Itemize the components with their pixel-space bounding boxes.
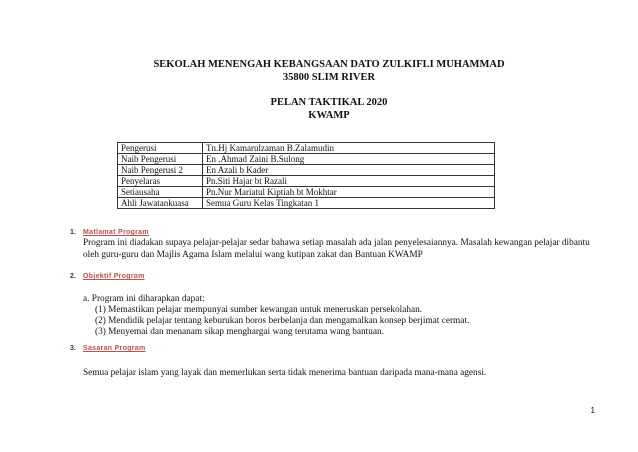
table-row [118,165,495,176]
role-cell: Ahli Jawatankuasa [118,198,203,209]
section-number: 2. [70,273,76,280]
role-cell: Penyelaras [118,176,203,187]
committee-table [117,142,495,209]
section-number: 1. [70,229,76,236]
name-cell: Semua Guru Kelas Tingkatan 1 [203,198,495,209]
section-text-line: (3) Menyemai dan menanam sikap menghargai wang terutama wang bantuan. [95,327,384,337]
section-number: 3. [70,345,76,352]
name-cell: En Azali b Kader [203,165,495,176]
section-text-line: a. Program ini diharapkan dapat: [83,294,205,304]
role-cell: Naib Pengerusi [118,154,203,165]
section-heading-objektif [70,273,145,280]
section-text-line: Program ini diadakan supaya pelajar-pelajar sedar bahawa setiap masalah ada jalan penyelesaiannya. Masalah kewangan pelajar dibantu [83,238,590,248]
section-text-line: oleh guru-guru dan Majlis Agama Islam melalui wang kutipan zakat dan Bantuan KWAMP [83,250,423,260]
table-row [118,143,495,154]
name-cell: Pn.Siti Hajar bt Razali [203,176,495,187]
page-number: 1 [590,406,595,415]
section-heading-sasaran [70,345,145,352]
table-row [118,187,495,198]
name-cell: En .Ahmad Zaini B.Sulong [203,154,495,165]
section-title: Matlamat Program [83,229,149,236]
section-text-line: (1) Memastikan pelajar mempunyai sumber kewangan untuk meneruskan persekolahan. [95,305,423,315]
role-cell: Setiausaha [118,187,203,198]
plan-title: PELAN TAKTIKAL 2020 [270,97,388,108]
section-title: Objektif Program [83,273,145,280]
section-title: Sasaran Program [83,345,146,352]
table-row [118,154,495,165]
section-heading-matlamat [70,229,149,236]
program-code: KWAMP [308,110,350,121]
role-cell: Naib Pengerusi 2 [118,165,203,176]
school-name: SEKOLAH MENENGAH KEBANGSAAN DATO ZULKIFLI MUHAMMAD [153,59,505,70]
table-row [118,176,495,187]
role-cell: Pengerusi [118,143,203,154]
section-text-line: (2) Mendidik pelajar tentang keburukan boros berbelanja dan mengamalkan konsep berjimat cermat. [95,316,470,326]
table-row [118,198,495,209]
name-cell: Tn.Hj Kamarulzaman B.Zalamudin [203,143,495,154]
school-address: 35800 SLIM RIVER [282,72,376,83]
name-cell: Pn.Nur Mariatul Kiptiah bt Mokhtar [203,187,495,198]
section-text-line: Semua pelajar islam yang layak dan memerlukan serta tidak menerima bantuan daripada mana-mana agensi. [83,368,487,378]
